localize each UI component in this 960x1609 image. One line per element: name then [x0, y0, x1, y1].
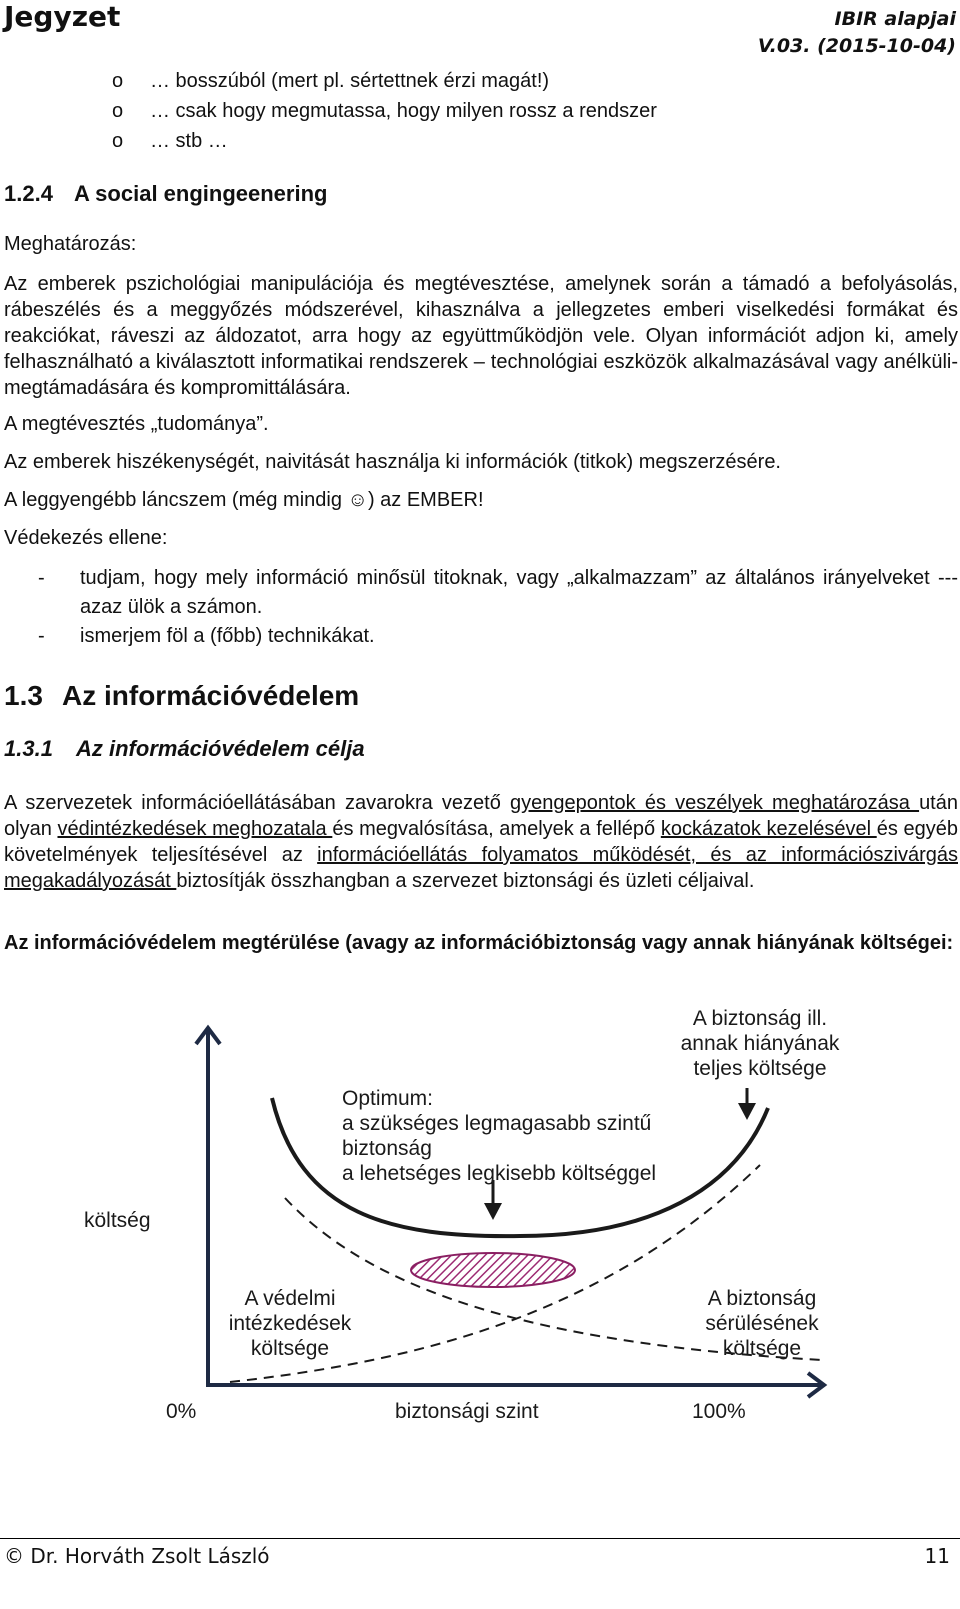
bullet-marker: o [112, 70, 124, 92]
bullet-marker: o [112, 130, 124, 152]
optimum-arrowhead [484, 1203, 502, 1220]
naivity-line: Az emberek hiszékenységét, naivitását használja ki információk (titkok) megszerzésére. [4, 451, 781, 473]
header-course-title: IBIR alapjai [834, 8, 956, 30]
list-item-text: tudjam, hogy mely információ minősül titoknak, vagy „alkalmazzam” az általános irányelveket --- azaz ülök a számon. [80, 567, 958, 618]
total-cost-label-line: annak hiányának [680, 1032, 840, 1055]
breach-cost-label-line: költsége [722, 1337, 802, 1360]
list-item-text: ismerjem föl a (főbb) technikákat. [80, 625, 375, 647]
goal-underlined-text: információellátás folyamatos működését, és az információszivárgás megakadályozását [4, 844, 958, 892]
roi-heading: Az információvédelem megtérülése (avagy az információbiztonság vagy annak hiányának költségei: [4, 932, 954, 954]
goal-underlined-text: kockázatok kezelésével [660, 818, 877, 840]
defense-list [38, 564, 958, 651]
breach-cost-label-line: sérülésének [705, 1312, 819, 1335]
section-number: 1.3 [4, 680, 43, 711]
total-cost-label-line: teljes költsége [693, 1057, 827, 1080]
goal-text: után olyan [4, 792, 958, 840]
goal-underlined-text: gyengepontok és veszélyek meghatározása [510, 792, 920, 814]
dash-marker: - [38, 567, 45, 589]
optimum-label-line: a lehetséges legkisebb költséggel [342, 1162, 657, 1185]
total-cost-label-line: A biztonság ill. [692, 1007, 828, 1030]
section-number: 1.2.4 [4, 181, 53, 206]
top-bullet-list [112, 66, 657, 156]
goal-text: és megvalósítása, amelyek a fellépő [332, 818, 661, 840]
page-number: 11 [924, 1544, 950, 1568]
bullet-marker: o [112, 100, 124, 122]
section-heading-1-3-1 [4, 736, 365, 762]
optimum-label-line: Optimum: [342, 1087, 434, 1110]
x-axis-end-label: 100% [692, 1400, 746, 1423]
list-item [112, 96, 657, 126]
goal-text: és egyéb követelmények teljesítésével az [4, 818, 958, 866]
section-title: Az információvédelem [62, 680, 360, 711]
breach-cost-label-line: A biztonság [707, 1287, 817, 1310]
list-item [38, 564, 958, 622]
optimum-label-line: a szükséges legmagasabb szintű [342, 1112, 652, 1135]
footer-rule [0, 1538, 960, 1539]
section-heading-1-2-4 [4, 181, 327, 207]
section-title: A social engingeenering [74, 181, 328, 206]
weakest-link-line: A leggyengébb láncszem (még mindig ☺) az EMBER! [4, 489, 484, 511]
y-axis-label: költség [84, 1209, 151, 1232]
goal-paragraph [4, 790, 958, 894]
list-item-text: … csak hogy megmutassa, hogy milyen rossz a rendszer [150, 100, 657, 122]
definition-label: Meghatározás: [4, 233, 137, 255]
goal-underlined-text: védintézkedések meghozatala [57, 818, 333, 840]
header-version: V.03. (2015-10-04) [757, 35, 956, 57]
optimum-label-line: biztonság [342, 1137, 432, 1160]
cost-diagram [0, 995, 960, 1435]
x-axis-start-label: 0% [166, 1400, 197, 1423]
goal-text: biztosítják összhangban a szervezet biztonsági és üzleti céljaival. [176, 870, 755, 892]
list-item [38, 622, 958, 651]
science-line: A megtévesztés „tudománya”. [4, 413, 269, 435]
optimum-area [411, 1253, 575, 1287]
footer-author: © Dr. Horváth Zsolt László [4, 1544, 270, 1568]
dash-marker: - [38, 625, 45, 647]
defense-label: Védekezés ellene: [4, 527, 168, 549]
protection-cost-label-line: költsége [250, 1337, 330, 1360]
list-item-text: … stb … [150, 130, 228, 152]
protection-cost-label-line: A védelmi [244, 1287, 336, 1310]
definition-paragraph: Az emberek pszichológiai manipulációja és megtévesztése, amelynek során a támadó a befolyásolás, rábeszélés és a meggyőzés módszerével, kihasználva a jellegzetes emberi viselkedési formákat és reakciókat, ráveszi az áldozatot, arra hogy az együttműködjön vele. Olyan információt adjon ki, amely felhasználható a kiválasztott informatikai rendszerek – technológiai eszközök alkalmazásával vagy anélküli- megtámadására és kompromittálására. [4, 273, 958, 399]
protection-cost-label-line: intézkedések [228, 1312, 352, 1335]
section-heading-1-3 [4, 680, 359, 712]
list-item-text: … bosszúból (mert pl. sértettnek érzi magát!) [150, 70, 550, 92]
list-item [112, 66, 657, 96]
goal-text: A szervezetek információellátásában zavarokra vezető [4, 792, 510, 814]
header-title: Jegyzet [4, 0, 121, 33]
section-number: 1.3.1 [4, 736, 53, 761]
section-title: Az információvédelem célja [76, 736, 365, 761]
x-axis-label: biztonsági szint [395, 1400, 539, 1423]
header-right [758, 6, 956, 60]
list-item [112, 126, 657, 156]
total-arrowhead [738, 1103, 756, 1120]
